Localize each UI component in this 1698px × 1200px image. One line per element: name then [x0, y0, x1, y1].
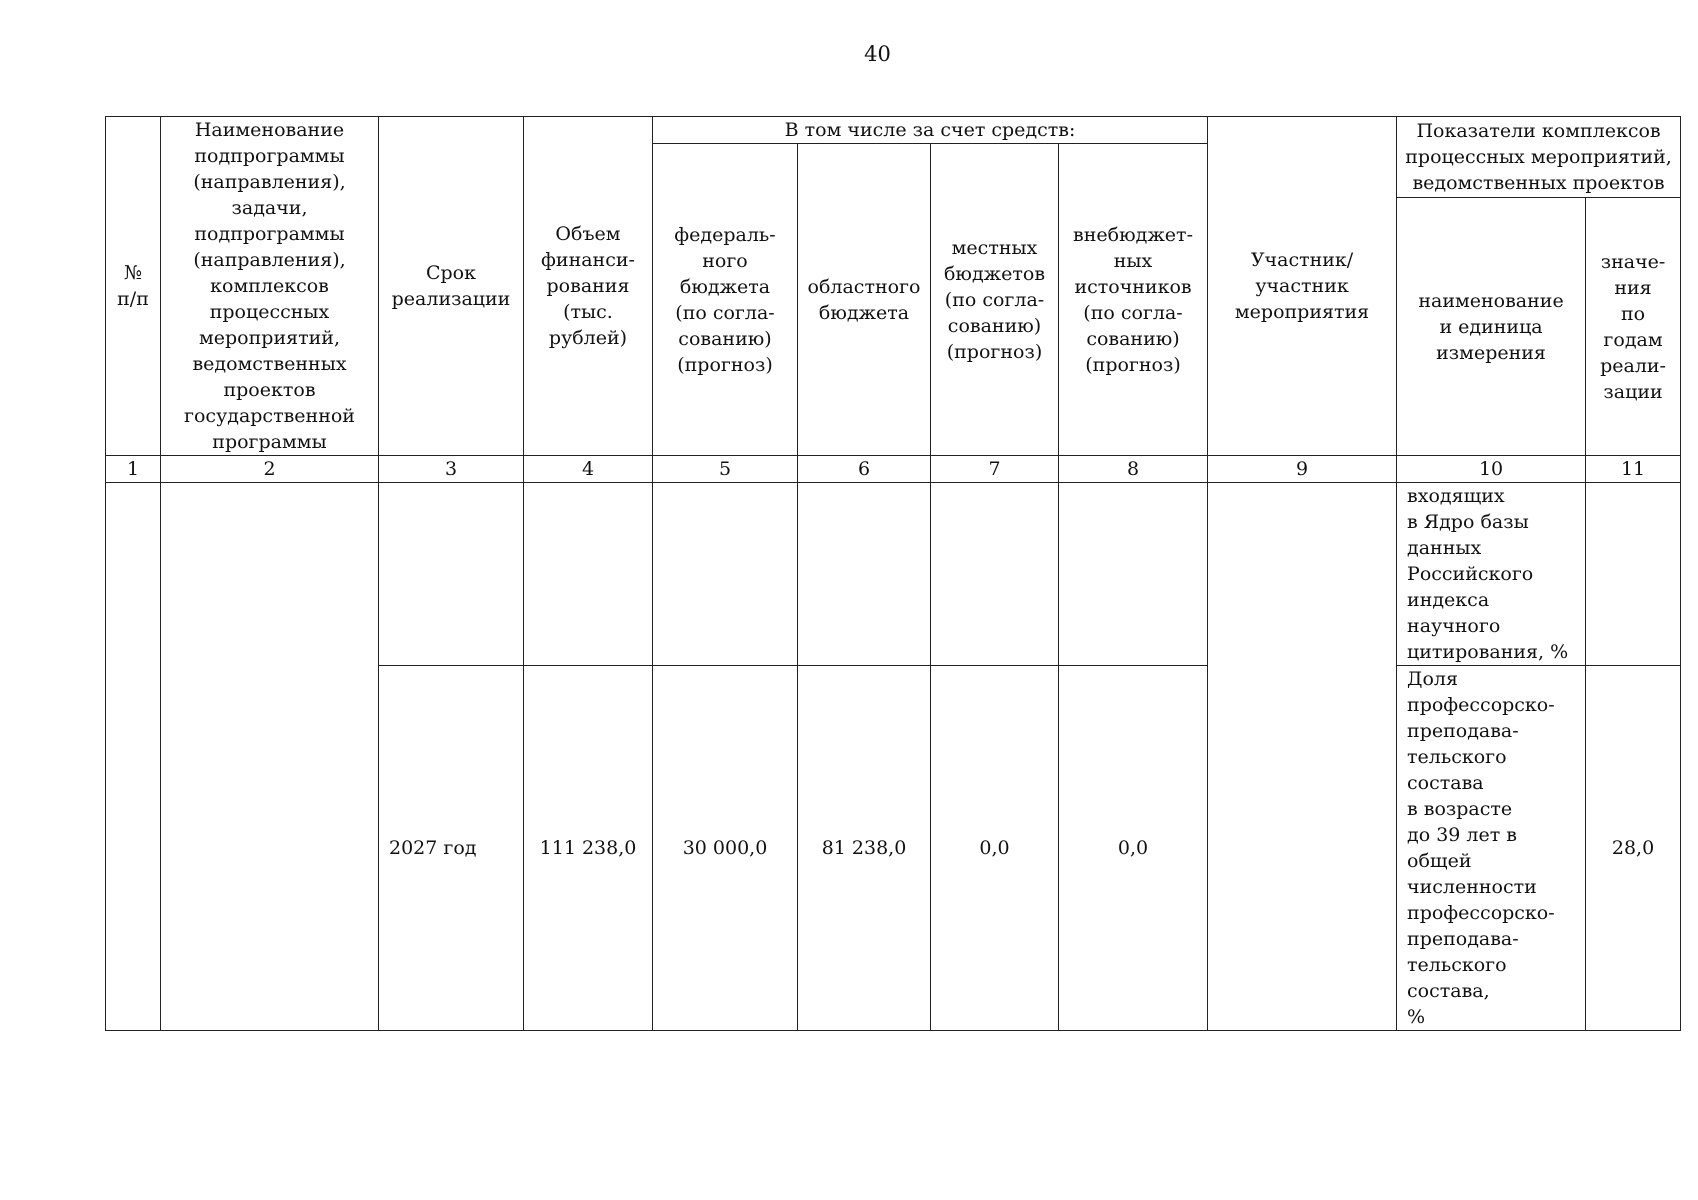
column-number: 2 — [161, 456, 379, 483]
program-table — [105, 116, 1681, 1031]
header-extra: внебюджет- ных источников (по согла- сованию) (прогноз) — [1059, 144, 1208, 456]
term-cell: 2027 год — [379, 666, 524, 1031]
indicator-name-cell: Доля профессорско- преподава- тельского состава в возрасте до 39 лет в общей численности профессорско- преподава- тельского состава, % — [1397, 666, 1586, 1031]
local-cell: 0,0 — [931, 666, 1059, 1031]
header-local: местных бюджетов (по согла- сованию) (прогноз) — [931, 144, 1059, 456]
indicator-value-cell — [1586, 483, 1681, 666]
header-indicators-group: Показатели комплексов процессных мероприятий, ведомственных проектов — [1397, 117, 1681, 198]
header-federal: федераль- ного бюджета (по согла- сованию) (прогноз) — [653, 144, 798, 456]
regional-cell — [798, 483, 931, 666]
extra-cell: 0,0 — [1059, 666, 1208, 1031]
local-cell — [931, 483, 1059, 666]
participant-cell — [1208, 483, 1397, 1031]
header-volume: Объем финанси- рования (тыс. рублей) — [524, 117, 653, 456]
volume-cell: 111 238,0 — [524, 666, 653, 1031]
table-row — [106, 483, 1681, 666]
column-number: 8 — [1059, 456, 1208, 483]
indicator-value-cell: 28,0 — [1586, 666, 1681, 1031]
column-number: 5 — [653, 456, 798, 483]
header-indicator-value: значе- ния по годам реали- зации — [1586, 198, 1681, 456]
header-indicator-name: наименование и единица измерения — [1397, 198, 1586, 456]
column-number: 9 — [1208, 456, 1397, 483]
federal-cell — [653, 483, 798, 666]
header-regional: областного бюджета — [798, 144, 931, 456]
column-number: 4 — [524, 456, 653, 483]
header-term: Срок реализации — [379, 117, 524, 456]
row-number-cell — [106, 483, 161, 1031]
column-number: 1 — [106, 456, 161, 483]
federal-cell: 30 000,0 — [653, 666, 798, 1031]
term-cell — [379, 483, 524, 666]
page-number: 40 — [864, 42, 891, 66]
column-number: 7 — [931, 456, 1059, 483]
header-number: № п/п — [106, 117, 161, 456]
column-number: 10 — [1397, 456, 1586, 483]
row-name-cell — [161, 483, 379, 1031]
column-numbers-row — [106, 456, 1681, 483]
regional-cell: 81 238,0 — [798, 666, 931, 1031]
column-number: 11 — [1586, 456, 1681, 483]
header-funding-group: В том числе за счет средств: — [653, 117, 1208, 144]
column-number: 3 — [379, 456, 524, 483]
indicator-name-cell: входящих в Ядро базы данных Российского индекса научного цитирования, % — [1397, 483, 1586, 666]
column-number: 6 — [798, 456, 931, 483]
header-participant: Участник/ участник мероприятия — [1208, 117, 1397, 456]
volume-cell — [524, 483, 653, 666]
extra-cell — [1059, 483, 1208, 666]
header-name: Наименование подпрограммы (направления), задачи, подпрограммы (направления), комплексов процессных мероприятий, ведомственных проектов государственной программы — [161, 117, 379, 456]
